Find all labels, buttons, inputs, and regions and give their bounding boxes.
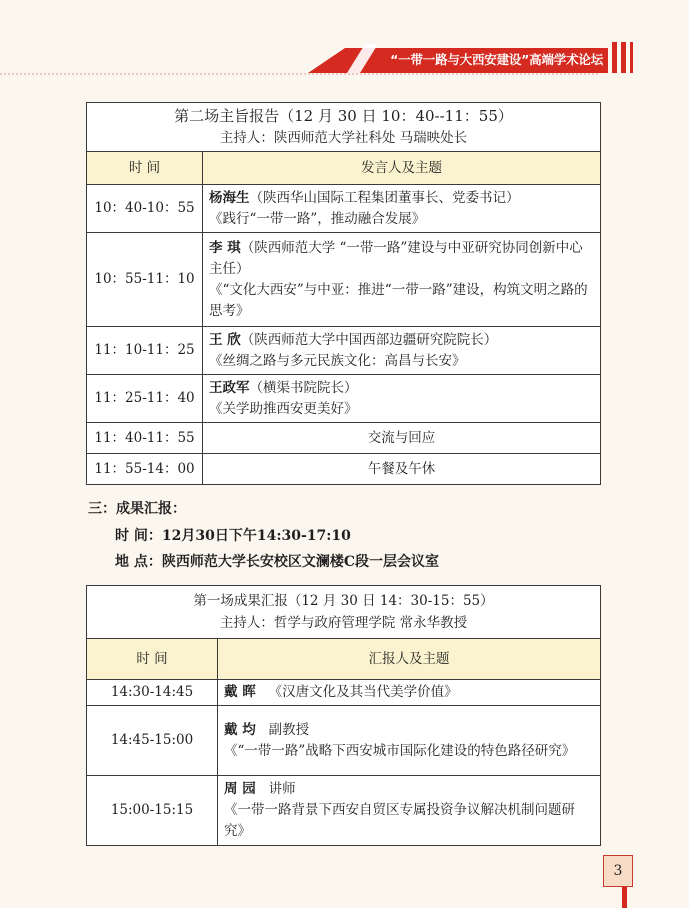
- speaker-name: 戴 晖: [224, 684, 256, 700]
- time-cell: 14:30-14:45: [87, 680, 218, 706]
- speaker-name: 杨海生: [209, 189, 250, 206]
- speech-topic: 《汉唐文化及其当代美学价值》: [268, 684, 458, 700]
- time-cell: 11：10-11：25: [87, 327, 203, 375]
- page-number: 3: [603, 855, 633, 887]
- speaker-cell: [218, 680, 601, 706]
- speaker-cell: [218, 776, 601, 846]
- column-header-time: 时 间: [87, 152, 203, 185]
- session-title: 第一场成果汇报（12 月 30 日 14：30-15：55）: [193, 593, 494, 609]
- section-heading: 三：成果汇报：: [88, 501, 186, 517]
- table-header-row: [87, 639, 601, 680]
- table-title-row: [87, 586, 601, 639]
- session-title: 第二场主旨报告（12 月 30 日 10：40--11：55）: [174, 107, 513, 125]
- speaker-affiliation: （横渠书院院长）: [249, 379, 358, 396]
- speaker-cell: [203, 233, 601, 327]
- speech-topic: 《“文化大西安”与中亚：推进“一带一路”建设，构筑文明之路的思考》: [209, 281, 588, 319]
- table-row: [87, 185, 601, 233]
- session-host: 主持人：陕西师范大学社科处 马瑞映处长: [219, 130, 468, 146]
- speaker-name: 王政军: [209, 379, 250, 396]
- event-cell: 午餐及午休: [203, 454, 601, 485]
- speaker-cell: [203, 375, 601, 423]
- table-row: [87, 375, 601, 423]
- table-row: [87, 233, 601, 327]
- section-time: 时 间：12月30日下午14:30-17:10: [115, 528, 351, 544]
- page-side-bar: [622, 886, 632, 908]
- column-header-time: 时 间: [87, 639, 218, 680]
- speech-topic: 《丝绸之路与多元民族文化：高昌与长安》: [209, 352, 466, 369]
- table-row: [87, 423, 601, 454]
- section-place: 地 点：陕西师范大学长安校区文澜楼C段一层会议室: [115, 554, 440, 570]
- table-header-row: [87, 152, 601, 185]
- table-row: [87, 680, 601, 706]
- forum-title: “一带一路与大西安建设”高端学术论坛: [390, 52, 603, 67]
- table-row: [87, 706, 601, 776]
- speaker-name: 王 欣: [209, 331, 241, 348]
- speaker-role: 讲师: [268, 781, 296, 797]
- time-cell: 14:45-15:00: [87, 706, 218, 776]
- speaker-name: 周 园: [224, 781, 256, 797]
- speech-topic: 《一带一路背景下西安自贸区专属投资争议解决机制问题研究》: [224, 802, 575, 839]
- column-header-topic: 发言人及主题: [203, 152, 601, 185]
- session-host: 主持人：哲学与政府管理学院 常永华教授: [219, 615, 468, 631]
- table-row: [87, 454, 601, 485]
- speaker-cell: [203, 327, 601, 375]
- speech-topic: 《关学助推西安更美好》: [209, 400, 358, 417]
- time-cell: 10：40-10：55: [87, 185, 203, 233]
- speaker-affiliation: （陕西师范大学中国西部边疆研究院院长）: [240, 331, 498, 348]
- speech-topic: 《“一带一路”战略下西安城市国际化建设的特色路径研究》: [224, 742, 576, 759]
- speaker-affiliation: （陕西华山国际工程集团董事长、党委书记）: [249, 189, 520, 206]
- speaker-name: 李 琪: [209, 239, 241, 256]
- time-cell: 11：40-11：55: [87, 423, 203, 454]
- speaker-cell: [218, 706, 601, 776]
- table-title-row: [87, 103, 601, 152]
- time-cell: 10：55-11：10: [87, 233, 203, 327]
- speaker-affiliation: （陕西师范大学 “一带一路”建设与中亚研究协同创新中心主任）: [209, 239, 583, 277]
- event-cell: 交流与回应: [203, 423, 601, 454]
- table-row: [87, 776, 601, 846]
- time-cell: 11：55-14：00: [87, 454, 203, 485]
- speech-topic: 《践行“一带一路”，推动融合发展》: [209, 210, 426, 227]
- speaker-role: 副教授: [268, 721, 310, 738]
- time-cell: 15:00-15:15: [87, 776, 218, 846]
- keynote-schedule-table: [86, 102, 601, 485]
- column-header-topic: 汇报人及主题: [218, 639, 601, 680]
- report-schedule-table: [86, 585, 601, 846]
- table-row: [87, 327, 601, 375]
- speaker-name: 戴 均: [224, 721, 256, 738]
- time-cell: 11：25-11：40: [87, 375, 203, 423]
- speaker-cell: [203, 185, 601, 233]
